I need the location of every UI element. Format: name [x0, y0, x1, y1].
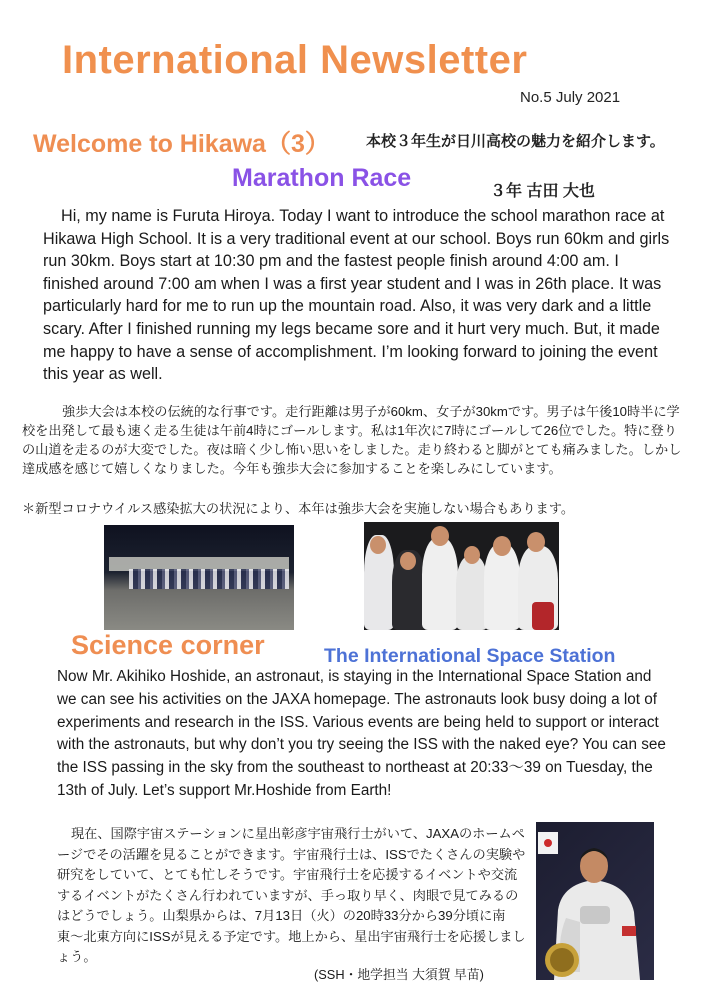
issue-number: No.5 July 2021 — [520, 89, 621, 106]
marathon-paragraph-jp: 強歩大会は本校の伝統的な行事です。走行距離は男子が60km、女子が30kmです。男子は午後10時半に学校を出発して最も速く走る生徒は午前4時にゴールします。私は1年次に7時にゴールして26位でした。特に登りの山道を走るのが大変でした。夜は暗く少し怖い思いをしました。走り終わると脚がとても痛みました。しかし達成感を感じて嬉しくなりました。今年も強歩大会に参加することを楽しみにしています。 — [22, 404, 682, 476]
iss-paragraph-jp: 現在、国際宇宙ステーションに星出彰彦宇宙飛行士がいて、JAXAのホームページでその活躍を見ることができます。宇宙飛行士は、ISSでたくさんの実験や研究をしていて、とても忙しそうです。宇宙飛行士を応援するイベントや交流するイベントがたくさん行われていますが、手っ取り早く、肉眼で見てみるのはどうでしょう。山梨県からは、7月13日（火）の20時33分から39分頃に南東〜北東方向にISSが見える予定です。地上から、星出宇宙飛行士を応援しましょう。 — [57, 826, 526, 964]
welcome-heading: Welcome to Hikawa（3） — [33, 130, 330, 158]
students-group-photo — [364, 522, 559, 630]
astronaut-photo — [536, 822, 654, 980]
covid-note: ＊新型コロナウイルス感染拡大の状況により、本年は強歩大会を実施しない場合もあります。 — [22, 501, 575, 516]
newsletter-title: International Newsletter — [62, 38, 528, 82]
marathon-paragraph-en: Hi, my name is Furuta Hiroya. Today I want to introduce the school marathon race at Hikawa High School. It is a very traditional event at our school. Boys run 60km and girls run 30km. Boys start at 10:30 pm and the fastest people finish around 4:00 am. I finished around 7:00 am when I was a first year student and I was in 26th place. It was particularly hard for me to run up the mountain road. Also, it was very dark and a little scary. After I finished running my legs became sore and it hurt very much. But, it made me happy to have a sense of accomplishment. I’m looking forward to joining the event this year as well. — [43, 207, 670, 384]
article-credit: (SSH・地学担当 大須賀 早苗) — [314, 967, 484, 982]
marathon-heading: Marathon Race — [232, 164, 412, 192]
marathon-field-photo — [104, 525, 294, 630]
article-author: ３年 古田 大也 — [490, 183, 595, 200]
iss-heading: The International Space Station — [324, 645, 616, 667]
science-corner-heading: Science corner — [71, 630, 265, 660]
welcome-subtitle: 本校３年生が日川高校の魅力を紹介します。 — [366, 133, 665, 150]
iss-paragraph-en: Now Mr. Akihiko Hoshide, an astronaut, is staying in the International Space Station and we can see his activities on the JAXA homepage. The astronauts look busy doing a lot of experiments and research in the ISS. Various events are being held to support or interact with the astronauts, but why don’t you try seeing the ISS with the naked eye? You can see the ISS passing in the sky from the southeast to northeast at 20:33〜39 on Tuesday, the 13th of July. Let’s support Mr.Hoshide from Earth! — [57, 668, 666, 799]
